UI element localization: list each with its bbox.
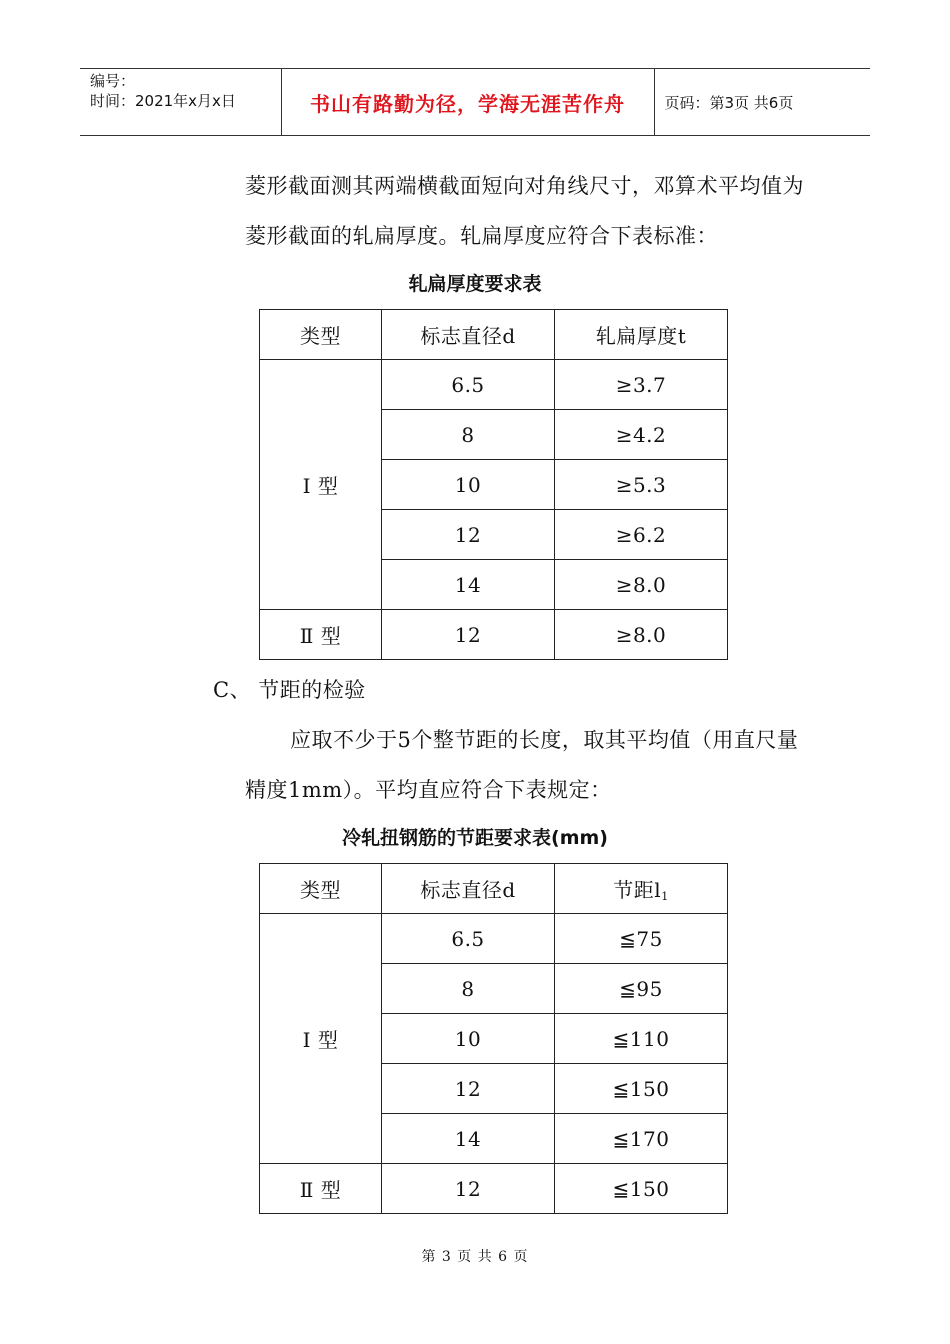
value-cell: ≦170 (555, 1114, 728, 1164)
table-caption: 轧扁厚度要求表 (408, 273, 542, 295)
type-cell: Ⅰ 型 (260, 360, 382, 610)
diameter-cell: 12 (382, 1064, 555, 1114)
type-cell: Ⅱ 型 (260, 610, 382, 660)
table-header-cell: 类型 (260, 864, 382, 914)
page-footer: 第 3 页 共 6 页 (421, 1249, 529, 1265)
diameter-cell: 14 (382, 560, 555, 610)
value-cell: ≥8.0 (555, 560, 728, 610)
diameter-cell: 10 (382, 1014, 555, 1064)
diameter-cell: 6.5 (382, 914, 555, 964)
type-cell: Ⅰ 型 (260, 914, 382, 1164)
diameter-cell: 14 (382, 1114, 555, 1164)
diameter-cell: 10 (382, 460, 555, 510)
value-cell: ≥4.2 (555, 410, 728, 460)
table-row (260, 914, 728, 964)
document-header (80, 68, 870, 136)
table-row (260, 360, 728, 410)
table-caption: 冷轧扭钢筋的节距要求表(mm) (342, 827, 608, 849)
value-cell: ≦150 (555, 1064, 728, 1114)
diameter-cell: 8 (382, 410, 555, 460)
pitch-header-subscript: 1 (661, 890, 669, 903)
diameter-cell: 12 (382, 510, 555, 560)
pitch-header-label: 节距l (613, 878, 662, 902)
value-cell: ≦75 (555, 914, 728, 964)
value-cell: ≥8.0 (555, 610, 728, 660)
table-header-cell: 标志直径d (382, 864, 555, 914)
value-cell: ≥5.3 (555, 460, 728, 510)
table-header-cell: 类型 (260, 310, 382, 360)
value-cell: ≥3.7 (555, 360, 728, 410)
table-row (260, 610, 728, 660)
value-cell: ≥6.2 (555, 510, 728, 560)
header-motto: 书山有路勤为径，学海无涯苦作舟 (281, 69, 654, 136)
header-meta (80, 69, 281, 136)
value-cell: ≦110 (555, 1014, 728, 1064)
paragraph-line: 精度1mm）。平均直应符合下表规定： (245, 778, 612, 802)
section-heading: C、 节距的检验 (213, 678, 366, 702)
paragraph-line: 菱形截面的轧扁厚度。轧扁厚度应符合下表标准： (245, 224, 718, 248)
header-page-info: 页码：第3页 共6页 (654, 69, 870, 136)
diameter-cell: 6.5 (382, 360, 555, 410)
paragraph-line: 菱形截面测其两端横截面短向对角线尺寸，邓算术平均值为 (245, 174, 804, 198)
pitch-requirement-table (259, 863, 728, 1214)
type-cell: Ⅱ 型 (260, 1164, 382, 1214)
table-header-row (260, 310, 728, 360)
diameter-cell: 12 (382, 1164, 555, 1214)
value-cell: ≦150 (555, 1164, 728, 1214)
table-header-cell: 轧扁厚度t (555, 310, 728, 360)
document-number-label: 编号： (90, 72, 136, 90)
paragraph-line: 应取不少于5个整节距的长度，取其平均值（用直尺量 (290, 728, 799, 752)
diameter-cell: 8 (382, 964, 555, 1014)
table-header-cell: 标志直径d (382, 310, 555, 360)
table-header-cell (555, 864, 728, 914)
value-cell: ≦95 (555, 964, 728, 1014)
diameter-cell: 12 (382, 610, 555, 660)
table-header-row (260, 864, 728, 914)
flattening-thickness-table (259, 309, 728, 660)
table-row (260, 1164, 728, 1214)
document-time-label: 时间：2021年x月x日 (90, 92, 236, 110)
